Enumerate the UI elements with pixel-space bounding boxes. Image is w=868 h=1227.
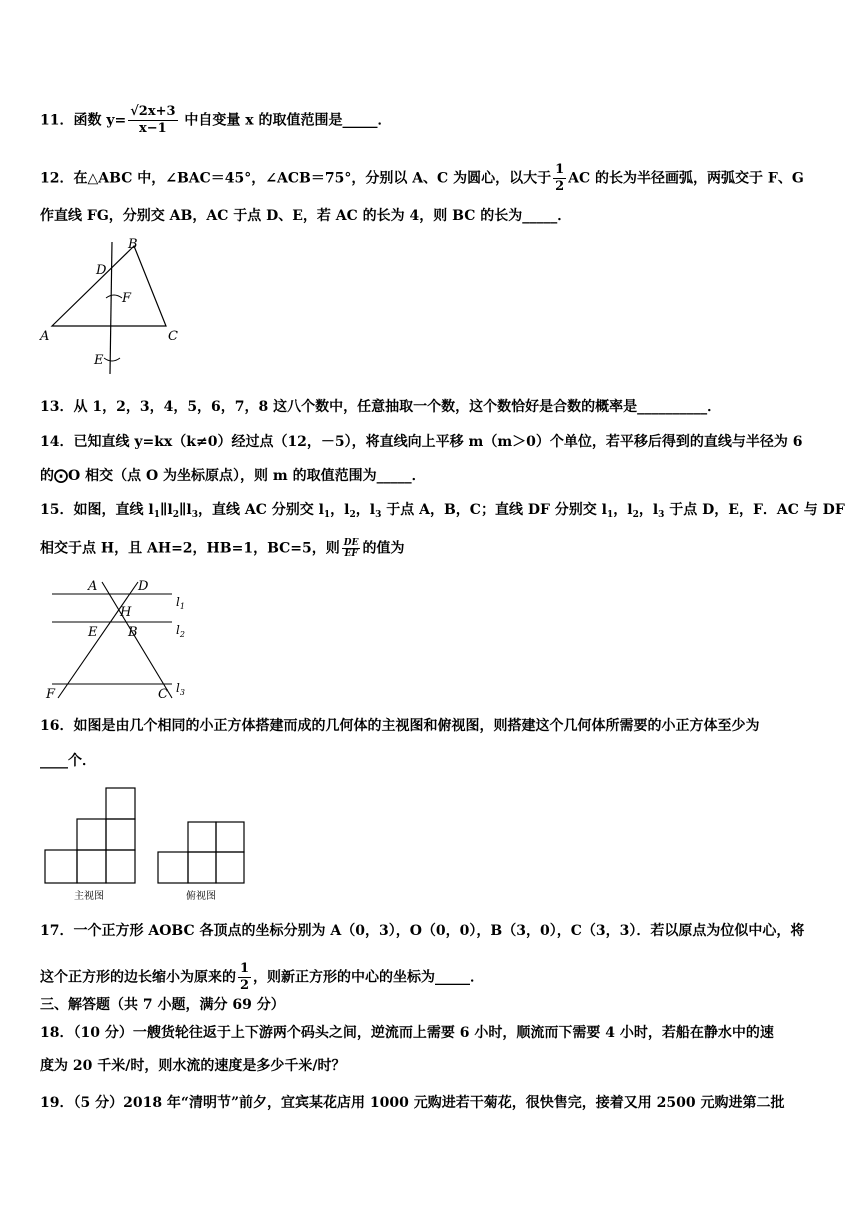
section-heading: 三、解答题（共 7 小题，满分 69 分）	[40, 997, 285, 1013]
question-15-line-2: 相交于点 H，且 AH=2，HB=1，BC=5，则 $\frac{DE}{EF}$ 的值为	[40, 538, 405, 559]
label-f: F	[122, 291, 132, 306]
fraction: $\frac{1}{2}$	[240, 961, 250, 993]
label-c: C	[158, 687, 168, 702]
question-18-line-2: 度为 20 千米/时，则水流的速度是多少千米/时？	[40, 1058, 346, 1074]
label-f: F	[46, 687, 56, 702]
question-17-line-1: 17．一个正方形 AOBC 各顶点的坐标分别为 A（0，3），O（0，0），B（3，0），C（3，3）．若以原点为位似中心，将	[40, 923, 805, 939]
fraction: $\frac{DE}{EF}$	[343, 538, 359, 559]
label-h: H	[120, 605, 132, 620]
label-d: D	[138, 579, 149, 594]
question-13: 13．从 1，2，3，4，5，6，7，8 这八个数中，任意抽取一个数，这个数恰好是合数的概率是__________．	[40, 399, 722, 415]
question-14-line-2: 的⨀O 相交（点 O 为坐标原点），则 m 的取值范围为_____．	[40, 468, 426, 484]
label-l1: $l_1$	[176, 595, 185, 611]
question-19: 19．（5 分）2018 年“清明节”前夕，宜宾某花店用 1000 元购进若干菊花，很快售完，接着又用 2500 元购进第二批	[40, 1095, 785, 1111]
label-a: A	[88, 579, 98, 594]
label-l3: $l_3$	[176, 681, 185, 697]
label-b: B	[128, 237, 138, 252]
question-15-line-1: 15．如图，直线 $l_1\parallel l_2\parallel l_3$，直线 AC 分别交 $l_1$，$l_2$，$l_3$ 于点 A，B，C；直线 DF 分别交 $l_1$，$l_2$，$l_3$ 于点 D，E，F．AC 与 DF	[40, 502, 845, 520]
label-l2: $l_2$	[176, 623, 185, 639]
question-16-line-1: 16．如图是由几个相同的小正方体搭建而成的几何体的主视图和俯视图，则搭建这个几何体所需要的小正方体至少为	[40, 718, 760, 734]
question-16-line-2: ____个．	[40, 753, 96, 769]
front-view	[45, 788, 135, 883]
question-17-line-2: 这个正方形的边长缩小为原来的 $\frac{1}{2}$ ，则新正方形的中心的坐标为_____．	[40, 961, 485, 993]
fraction: $\frac{1}{2}$	[555, 162, 565, 194]
label-a: A	[40, 329, 50, 344]
label-e: E	[88, 625, 98, 640]
label-d: D	[96, 263, 107, 278]
top-view-label: 俯视图	[186, 891, 216, 902]
front-view-label: 主视图	[74, 891, 104, 902]
question-11: 11．函数 y= $\frac{√2x+3}{x-1}$ 中自变量 x 的取值范围是_____．	[40, 104, 392, 136]
label-b: B	[128, 625, 138, 640]
question-18-line-1: 18．（10 分）一艘货轮往返于上下游两个码头之间，逆流而上需要 6 小时，顺流而下需要 4 小时，若船在静水中的速	[40, 1025, 774, 1041]
question-12-line-2: 作直线 FG，分别交 AB，AC 于点 D、E，若 AC 的长为 4，则 BC 的长为_____．	[40, 208, 572, 224]
fraction: $\frac{√2x+3}{x-1}$	[130, 104, 176, 136]
triangle-figure	[38, 234, 188, 382]
top-view	[158, 822, 244, 883]
label-c: C	[168, 329, 178, 344]
parallel-lines-figure	[40, 574, 200, 704]
label-e: E	[94, 353, 104, 368]
question-12-line-1: 12．在△ABC 中，∠BAC＝45°，∠ACB＝75°，分别以 A、C 为圆心，以大于 $\frac{1}{2}$ AC 的长为半径画弧，两弧交于 F、G	[40, 162, 804, 194]
cube-views-figure	[40, 786, 280, 906]
question-14-line-1: 14．已知直线 y=kx（k≠0）经过点（12，－5），将直线向上平移 m（m＞0）个单位，若平移后得到的直线与半径为 6	[40, 434, 803, 450]
